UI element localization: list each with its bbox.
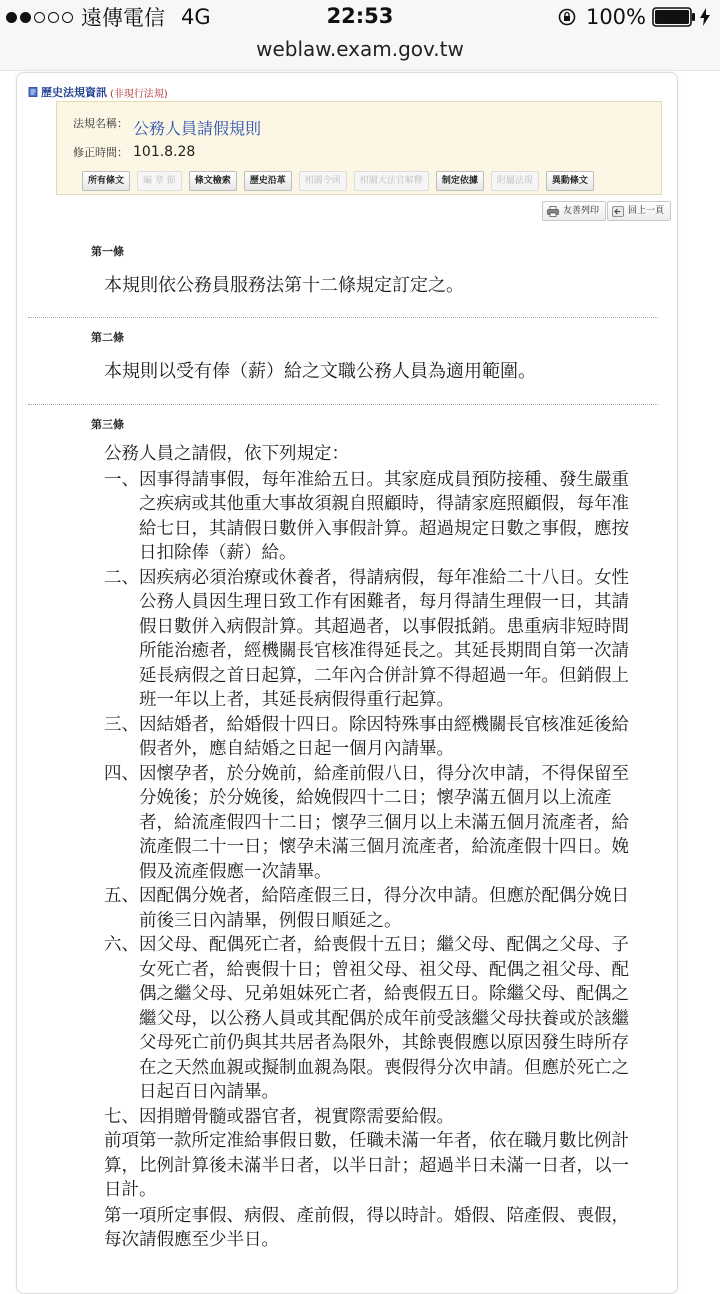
related-orders-button: 相關令函 xyxy=(299,171,347,191)
document-icon xyxy=(28,87,38,97)
charging-bolt-icon xyxy=(700,8,710,26)
history-button[interactable]: 歷史沿革 xyxy=(244,171,292,191)
list-item: 二、 因疾病必須治療或休養者，得請病假，每年准給二十八日。女性公務人員因生理日致工作有困難者，每月得請生理假一日，其請假日數併入病假計算。其超過者，以事假抵銷。患重病非短時間所能治癒者，經機關長官核准得延長之。其延長期間自第一次請延長病假之首日起算，二年內合併計算不得超過一年。但銷假上班一年以上者，其延長病假得重行起算。 xyxy=(104,567,629,711)
law-toolbar xyxy=(82,171,594,191)
article-3-title: 第三條 xyxy=(91,418,124,431)
list-item: 四、 因懷孕者，於分娩前，給產前假八日，得分次申請，不得保留至分娩後；於分娩後，給娩假四十二日；懷孕滿五個月以上流產者，給流產假四十二日；懷孕三個月以上未滿五個月流產者，給流產假二十一日；懷孕未滿三個月流產者，給流產假十四日。娩假及流產假應一次請畢。 xyxy=(104,763,629,882)
article-divider xyxy=(28,317,658,318)
revision-date-label: 修正時間： xyxy=(73,146,128,159)
print-button[interactable] xyxy=(542,201,606,221)
section-tag-note: (非現行法規) xyxy=(110,88,168,100)
attachments-button: 附屬法規 xyxy=(491,171,539,191)
list-item: 五、 因配偶分娩者，給陪產假三日，得分次申請。但應於配偶分娩日前後三日內請畢，例假日順延之。 xyxy=(104,886,629,931)
network-type: 4G xyxy=(181,5,211,29)
section-tag-label: 歷史法規資訊 xyxy=(41,86,107,99)
article-3-paragraph-2: 前項第一款所定准給事假日數，任職未滿一年者，依在職月數比例計算，比例計算後未滿半日者，以半日計；超過半日未滿一日者，以一日計。 xyxy=(104,1131,629,1201)
list-item: 三、 因結婚者，給婚假十四日。除因特殊事由經機關長官核准延後給假者外，應自結婚之日起一個月內請畢。 xyxy=(104,714,629,760)
article-2-body: 本規則以受有俸（薪）給之文職公務人員為適用範圍。 xyxy=(104,361,536,382)
article-search-button[interactable]: 條文檢索 xyxy=(189,171,237,191)
list-item: 六、 因父母、配偶死亡者，給喪假十五日；繼父母、配偶之父母、子女死亡者，給喪假十日；曾祖父母、祖父母、配偶之祖父母、配偶之繼父母、兄弟姐妹死亡者，給喪假五日。除繼父母、配偶之繼父母，以公務人員或其配偶於成年前受該繼父母扶養或於該繼父母死亡前仍與其共居者為限外，其餘喪假應以原因發生時所存在之天然血親或擬制血親為限。喪假得分次申請。但應於死亡之日起百日內請畢。 xyxy=(104,935,629,1103)
address-bar[interactable]: weblaw.exam.gov.tw xyxy=(0,34,720,71)
list-item: 七、 因捐贈骨髓或器官者，視實際需要給假。 xyxy=(104,1106,454,1127)
law-name-label: 法規名稱： xyxy=(73,117,128,130)
rotation-lock-icon xyxy=(558,8,576,26)
printer-icon xyxy=(547,206,559,217)
article-1-title: 第一條 xyxy=(91,245,124,258)
print-label: 友善列印 xyxy=(563,206,600,216)
carrier-name: 遠傳電信 xyxy=(81,6,165,30)
all-articles-button[interactable]: 所有條文 xyxy=(82,171,130,191)
article-3-intro: 公務人員之請假，依下列規定： xyxy=(104,444,349,464)
battery-icon xyxy=(652,7,696,27)
battery-percent: 100% xyxy=(585,5,646,29)
back-button[interactable] xyxy=(607,201,671,221)
article-3-body xyxy=(104,442,644,1254)
interpretations-button: 相關大法官解釋 xyxy=(354,171,429,191)
changed-articles-button[interactable]: 異動條文 xyxy=(546,171,594,191)
chapter-button: 編 章 節 xyxy=(137,171,182,191)
section-tag xyxy=(28,84,168,100)
article-2-title: 第二條 xyxy=(91,331,124,344)
article-1-body: 本規則依公務員服務法第十二條規定訂定之。 xyxy=(104,275,464,296)
back-arrow-icon xyxy=(612,206,624,217)
article-3-paragraph-3: 第一項所定事假、病假、產前假，得以時計。婚假、陪產假、喪假，每次請假應至少半日。 xyxy=(104,1205,629,1251)
legal-basis-button[interactable]: 制定依據 xyxy=(436,171,484,191)
law-name-link[interactable]: 公務人員請假規則 xyxy=(133,119,262,138)
back-label: 回上一頁 xyxy=(628,206,665,216)
status-bar xyxy=(0,0,720,34)
status-time: 22:53 xyxy=(326,4,394,28)
list-item: 一、 因事得請事假，每年准給五日。其家庭成員預防接種、發生嚴重之疾病或其他重大事故須親自照顧時，得請家庭照顧假，每年准給七日，其請假日數併入事假計算。超過規定日數之事假，應按日扣除俸（薪）給。 xyxy=(104,469,629,564)
article-divider xyxy=(28,404,658,405)
revision-date-value: 101.8.28 xyxy=(133,144,196,160)
